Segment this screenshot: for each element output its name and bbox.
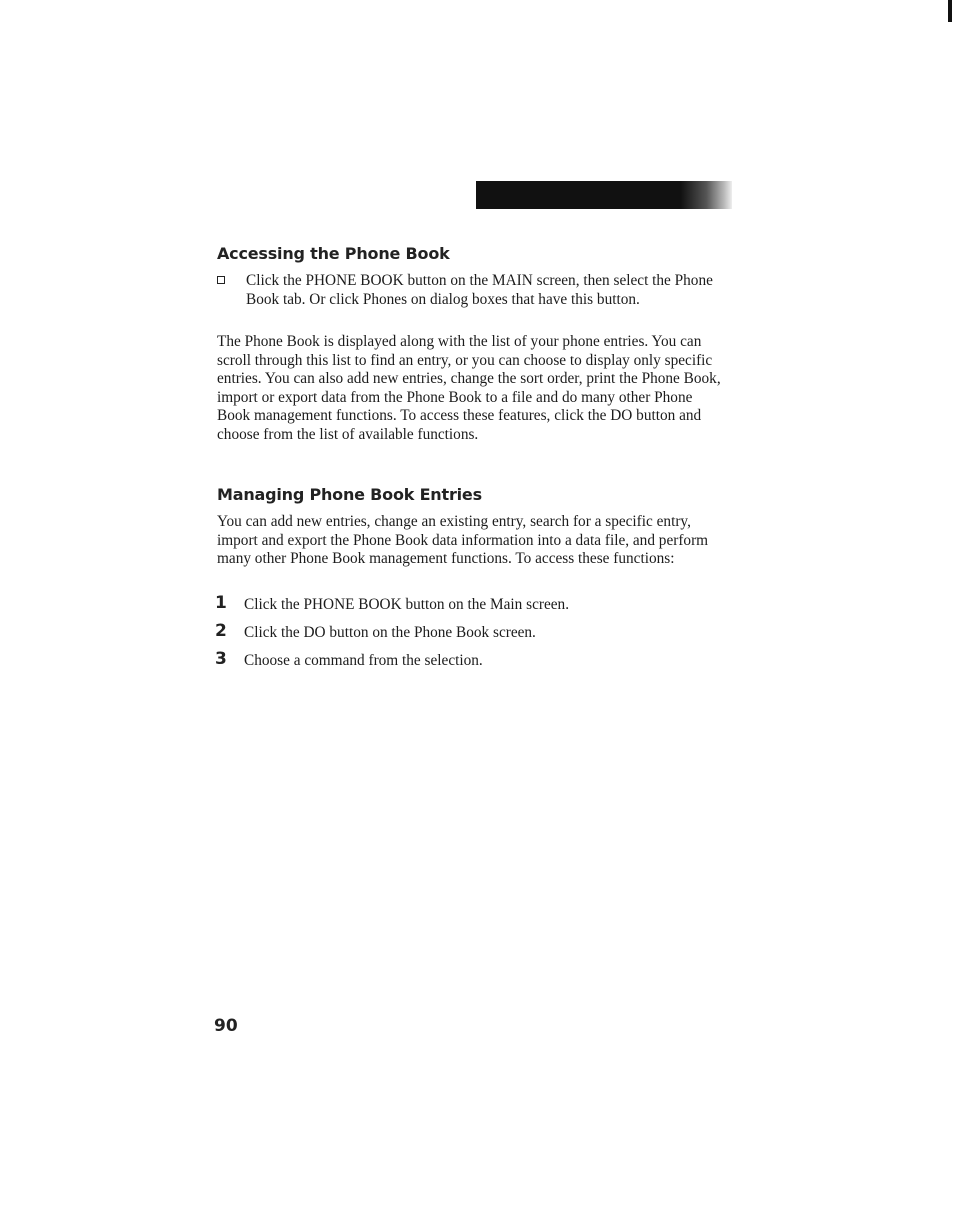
step-text: Choose a command from the selection. [244, 652, 483, 669]
step-number: 2 [215, 621, 227, 641]
page-number: 90 [214, 1016, 238, 1036]
step-number: 1 [215, 593, 227, 613]
section-heading-accessing: Accessing the Phone Book [217, 244, 450, 263]
section-heading-managing: Managing Phone Book Entries [217, 485, 482, 504]
bullet-item [217, 272, 727, 309]
header-bar [476, 181, 732, 209]
bullet-text: Click the PHONE BOOK button on the MAIN screen, then select the Phone Book tab. Or click Phones on dialog boxes that have this button. [246, 272, 713, 308]
step-text: Click the PHONE BOOK button on the Main screen. [244, 596, 570, 613]
step-text: Click the DO button on the Phone Book screen. [244, 624, 536, 641]
checkbox-bullet-icon [217, 276, 225, 284]
page-edge-mark [948, 0, 952, 22]
step-number: 3 [215, 649, 227, 669]
paragraph-managing: You can add new entries, change an existing entry, search for a specific entry, import and export the Phone Book data information into a data file, and perform many other Phone Book management functions. To access these functions: [217, 513, 709, 568]
paragraph-accessing: The Phone Book is displayed along with the list of your phone entries. You can scroll through this list to find an entry, or you can choose to display only specific entries. You can also add new entries, change the sort order, print the Phone Book, import or export data from the Phone Book to a file and do many other Phone Book management functions. To access these features, click the DO button and choose from the list of available functions. [217, 333, 721, 443]
